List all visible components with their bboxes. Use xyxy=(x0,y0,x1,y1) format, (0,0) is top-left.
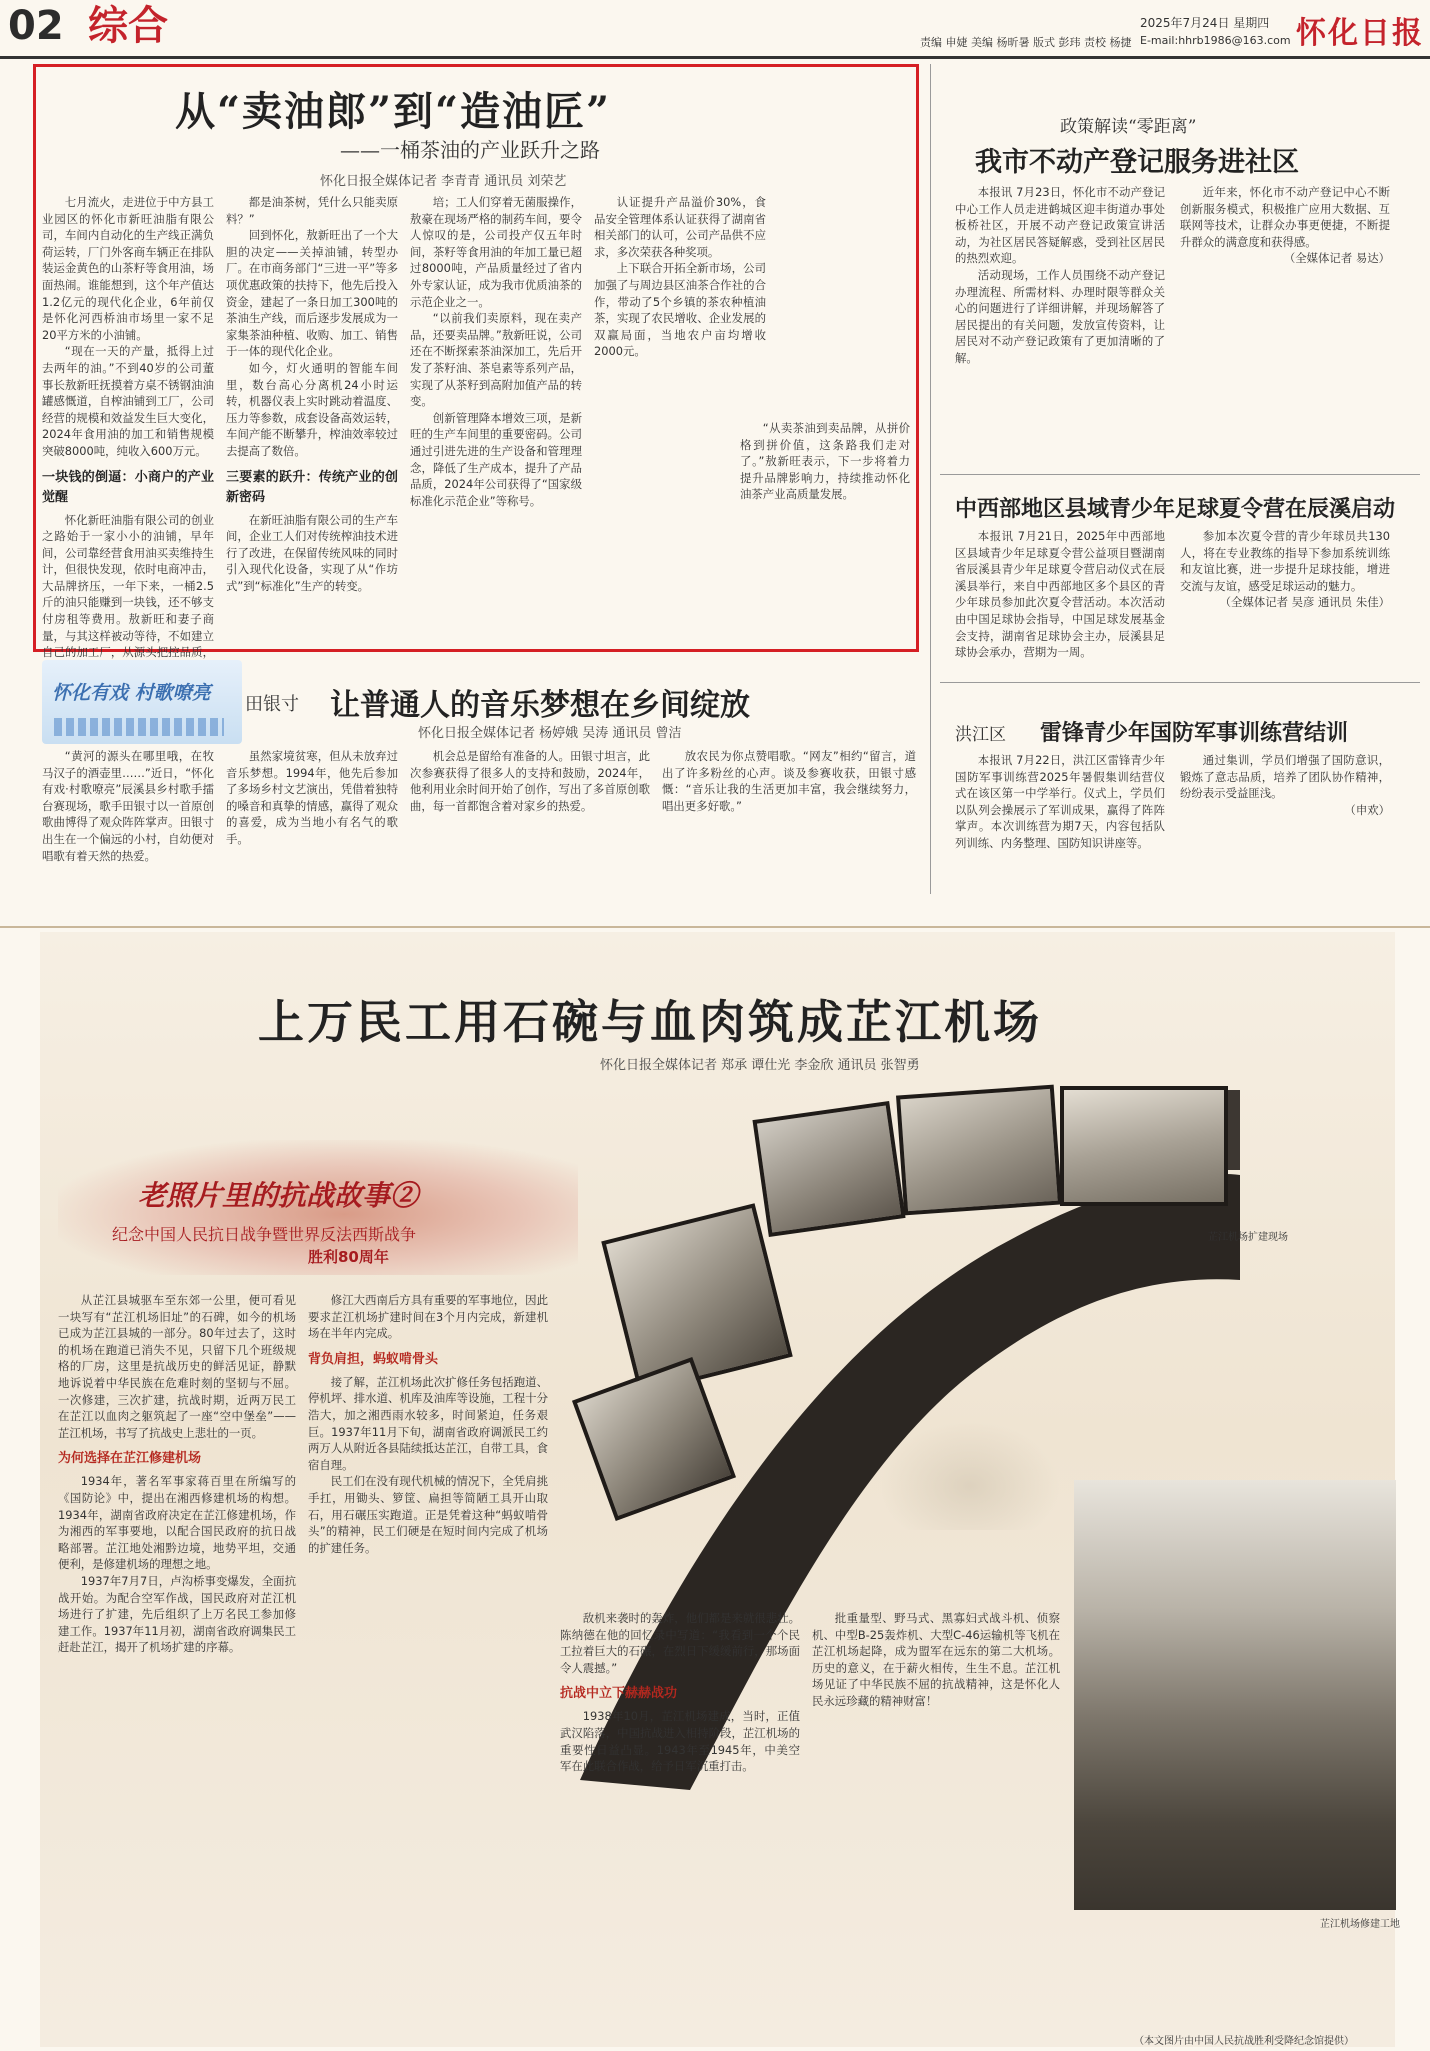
article-column xyxy=(42,194,214,660)
paragraph: 敌机来袭时的轰炸，他们都是来就很悲壮。陈纳德在他的回忆录中写道：“我看到一个个民工拉着巨大的石碾，在烈日下缓缓前行，那场面令人震撼。” xyxy=(560,1611,800,1675)
contact-email: E-mail:hhrb1986@163.com xyxy=(1140,34,1291,47)
article-column xyxy=(1180,184,1390,464)
article-column xyxy=(955,752,1165,892)
series-anniversary: 胜利80周年 xyxy=(308,1248,389,1266)
skyline-graphic xyxy=(54,718,224,736)
place-label: 田银寸 xyxy=(245,694,299,715)
credit: （申欢） xyxy=(1344,802,1390,817)
paragraph: 修江大西南后方具有重要的军事地位，因此要求芷江机场扩建时间在3个月内完成，新建机场在半年内完成。 xyxy=(308,1293,548,1341)
article-column xyxy=(740,420,910,645)
article-title: 从“卖油郎”到“造油匠” xyxy=(175,88,612,135)
credit: （全媒体记者 易达） xyxy=(1283,251,1390,266)
paragraph: 七月流火，走进位于中方县工业园区的怀化市新旺油脂有限公司，车间内自动化的生产线正满负荷运转，厂门外客商车辆正在排队装运金黄色的山茶籽等食用油，场面热闹。谁能想到，这个年产值达1.2亿元的现代化企业，6年前仅是怀化河西桥油市场里一家不足20平方米的小油铺。 xyxy=(42,195,214,342)
paragraph: 接了解，芷江机场此次扩修任务包括跑道、停机坪、排水道、机库及油库等设施，工程十分浩大，加之湘西雨水较多，时间紧迫，任务艰巨。1937年11月下旬，湖南省政府调派民工约两万人从附近各县陆续抵达芷江，自带工具，食宿自理。 xyxy=(308,1374,548,1472)
paragraph: 民工们在没有现代机械的情况下，全凭肩挑手扛，用锄头、箩筐、扁担等简陋工具开山取石，用石碾压实跑道。正是凭着这种“蚂蚁啃骨头”的精神，民工们硬是在短时间内完成了机场的扩建任务。 xyxy=(308,1474,548,1555)
paragraph: 活动现场，工作人员围绕不动产登记办理流程、所需材料、办理时限等群众关心的问题进行了详细讲解，并现场解答了居民提出的有关问题，发放宣传资料，让居民对不动产登记政策有了更加清晰的了解。 xyxy=(955,267,1165,365)
paragraph: 如今，灯火通明的智能车间里，数台高心分离机24小时运转，机器仪表上实时跳动着温度、压力等参数，成套设备高效运转，车间产能不断攀升，榨油效率较过去提高了数倍。 xyxy=(226,360,398,458)
article-column xyxy=(410,194,582,644)
paragraph: 培；工人们穿着无菌服操作，敖豪在现场严格的制药车间，要令人惊叹的是，公司投产仅五年时间，茶籽等食用油的年加工量已超过8000吨，产品质量经过了省内外专家认证，成为我市优质油茶的示范企业之一。 xyxy=(410,195,582,309)
paragraph: 上下联合开拓全新市场，公司加强了与周边县区油茶合作社的合作，带动了5个乡镇的茶农种植油茶，实现了农民增收、企业发展的双赢局面，当地农户亩均增收2000元。 xyxy=(594,261,766,359)
paragraph: 在新旺油脂有限公司的生产车间，企业工人们对传统榨油技术进行了改进，在保留传统风味的同时引入现代化设备，实现了从“作坊式”到“标准化”生产的转变。 xyxy=(226,512,398,593)
archive-photo xyxy=(752,1101,905,1237)
section-name: 综合 xyxy=(88,3,168,49)
photo-credit: （本文图片由中国人民抗战胜利受降纪念馆提供） xyxy=(1134,2036,1354,2047)
article-column xyxy=(560,1610,800,2038)
article-column xyxy=(1180,528,1390,673)
credit: （全媒体记者 吴彦 通讯员 朱佳） xyxy=(1219,595,1390,610)
section-heading: 为何选择在芷江修建机场 xyxy=(58,1451,202,1467)
feature-byline: 怀化日报全媒体记者 郑承 谭仕光 李金欣 通讯员 张智勇 xyxy=(600,1058,920,1073)
paragraph: 近年来，怀化市不动产登记中心不断创新服务模式，积极推广应用大数据、互联网等技术，让群众办事更便捷，不断提升群众的满意度和获得感。 xyxy=(1180,185,1390,249)
paragraph: 通过集训，学员们增强了国防意识，锻炼了意志品质，培养了团队协作精神，纷纷表示受益匪浅。 xyxy=(1180,753,1390,801)
section-heading: 三要素的跃升：传统产业的创新密码 xyxy=(226,469,398,505)
feature-title: 上万民工用石碗与血肉筑成芷江机场 xyxy=(258,995,1042,1049)
article-column xyxy=(812,1610,1060,2038)
paragraph: “从卖茶油到卖品牌，从拼价格到拼价值，这条路我们走对了。”敖新旺表示，下一步将着力提升品牌影响力，持续推动怀化油茶产业高质量发展。 xyxy=(740,421,910,502)
article-title: 让普通人的音乐梦想在乡间绽放 xyxy=(330,688,750,723)
article-byline: 怀化日报全媒体记者 杨婷娥 吴涛 通讯员 曾洁 xyxy=(418,726,682,741)
paragraph: 从芷江县城驱车至东郊一公里，便可看见一块写有“芷江机场旧址”的石碑，如今的机场已成为芷江县城的一部分。80年过去了，这时的机场在跑道已消失不见，只留下几个班级规格的厂房，这里是抗战历史的鲜活见证，静默地诉说着中华民族在危难时刻的坚韧与不屈。一次修建，三次扩建，抗战时期，近两万民工在芷江以血肉之躯筑起了一座“空中堡垒”——芷江机场，书写了抗战史上悲壮的一页。 xyxy=(58,1293,296,1440)
series-title: 老照片里的抗战故事② xyxy=(138,1179,419,1212)
article-subtitle: ——一桶茶油的产业跃升之路 xyxy=(340,138,600,162)
paragraph: 1937年7月7日，卢沟桥事变爆发，全面抗战开始。为配合空军作战，国民政府对芷江机场进行了扩建，先后组织了上万名民工参加修建工作。1937年11月初，湖南省政府调集民工赶赴芷江，揭开了机场扩建的序幕。 xyxy=(58,1573,296,1655)
article-column xyxy=(226,748,398,898)
article-column xyxy=(42,748,214,898)
paragraph: 1938年10月，芷江机场建成，当时，正值武汉陷落，中国抗战进入相持阶段，芷江机场的重要性日益凸显。1943年至1945年，中美空军在此联合作战，给予日军沉重打击。 xyxy=(560,1709,800,1774)
paragraph: 本报讯 7月22日，洪江区雷锋青少年国防军事训练营2025年暑假集训结营仪式在该区第一中学举行。仪式上，学员们以队列会操展示了军训成果，赢得了阵阵掌声。本次训练营为期7天，内容包括队列训练、内务整理、国防知识讲座等。 xyxy=(955,753,1165,850)
editor-credits: 责编 申婕 美编 杨昕暑 版式 彭玮 责校 杨捷 xyxy=(920,36,1132,49)
series-banner xyxy=(58,1140,578,1275)
paragraph: 创新管理降本增效三项，是新旺的生产车间里的重要密码。公司通过引进先进的生产设备和管理理念，降低了生产成本，提升了产品品质，2024年公司获得了“国家级标准化示范企业”等称号。 xyxy=(410,410,582,508)
issue-date: 2025年7月24日 星期四 xyxy=(1140,16,1270,30)
paragraph: 批重量型、野马式、黑寡妇式战斗机、侦察机、中型B-25轰炸机、大型C-46运输机等飞机在芷江机场起降，成为盟军在远东的第二大机场。历史的意义，在于薪火相传，生生不息。芷江机场见证了中华民族不屈的抗战精神，这是怀化人民永远珍藏的精神财富！ xyxy=(812,1611,1060,1708)
article-column xyxy=(410,748,650,898)
section-heading: 抗战中立下赫赫战功 xyxy=(560,1686,678,1702)
article-column xyxy=(662,748,916,898)
photo-caption: 芷江机场扩建现场 xyxy=(1208,1232,1288,1243)
paragraph: “黄河的源头在哪里哦，在牧马汉子的酒壶里……”近日，“怀化有戏·村歌嘹亮”辰溪县乡村歌手擂台赛现场，歌手田银寸以一首原创歌曲博得了观众阵阵掌声。田银寸出生在一个偏远的小村，自幼便对唱歌有着天然的热爱。 xyxy=(42,749,214,863)
archive-photo xyxy=(1074,1480,1396,1910)
header-rule xyxy=(0,56,1430,59)
article-column xyxy=(955,184,1165,464)
article-byline: 怀化日报全媒体记者 李青青 通讯员 刘荣艺 xyxy=(320,174,567,189)
article-column xyxy=(955,528,1165,673)
paragraph: 回到怀化，敖新旺出了一个大胆的决定——关掉油铺，转型办厂。在市商务部门“三进一平”等多项优惠政策的扶持下，他先后投入资金，建起了一条日加工300吨的茶油生产线，而后逐步发展成为一家集茶油种植、收购、加工、销售于一体的现代化企业。 xyxy=(226,228,398,359)
newspaper-logo: 怀化日报 xyxy=(1296,16,1424,51)
place-label: 洪江区 xyxy=(955,725,1006,745)
series-subtitle: 纪念中国人民抗日战争暨世界反法西斯战争 xyxy=(112,1225,417,1244)
paragraph: 机会总是留给有准备的人。田银寸坦言，此次参赛获得了很多人的支持和鼓励，2024年，他利用业余时间开始了创作，写出了多首原创歌曲，每一首都饱含着对家乡的热爱。 xyxy=(410,749,650,813)
paragraph: 本报讯 7月21日，2025年中西部地区县域青少年足球夏令营公益项目暨湖南省辰溪县青少年足球夏令营启动仪式在辰溪县举行，来自中西部地区多个县区的青少年球员参加此次夏令营活动。本次活动由中国足球协会指导，中国足球发展基金会支持，湖南省足球协会主办，辰溪县足球协会承办，营期为一周。 xyxy=(955,529,1165,660)
article-column xyxy=(1180,752,1390,892)
paragraph: 怀化新旺油脂有限公司的创业之路始于一家小小的油铺，早年间，公司靠经营食用油买卖维持生计，但很快发现，依时电商冲击，大品牌挤压，一年下来，一桶2.5斤的油只能赚到一块钱，还不够支付房租等费用。敖新旺和妻子商量，与其这样被动等待，不如建立自己的加工厂，从源头把控品质， xyxy=(42,512,214,660)
article-title: 中西部地区县域青少年足球夏令营在辰溪启动 xyxy=(955,496,1396,522)
paragraph: 1934年，著名军事家蒋百里在所编写的《国防论》中，提出在湘西修建机场的构想。1934年，湖南省政府决定在芷江修建机场，作为湘西的军事要地，以配合国民政府的抗日战略部署。芷江地处湘黔边境，地势平坦，交通便利，是修建机场的理想之地。 xyxy=(58,1474,296,1572)
photo-caption: 芷江机场修建工地 xyxy=(1320,1919,1400,1930)
section-rule xyxy=(940,474,1420,475)
article-column xyxy=(308,1292,548,2037)
paragraph: 认证提升产品溢价30%，食品安全管理体系认证获得了湖南省相关部门的认可，公司产品供不应求，多次荣获各种奖项。 xyxy=(594,195,766,259)
section-rule xyxy=(940,682,1420,683)
archive-photo xyxy=(1060,1086,1228,1206)
column-logo-text: 怀化有戏 村歌嘹亮 xyxy=(52,682,211,704)
article-column xyxy=(58,1292,296,2037)
paragraph: 虽然家境贫寒，但从未放弃过音乐梦想。1994年，他先后参加了多场乡村文艺演出，凭借着独特的嗓音和真挚的情感，赢得了观众的喜爱，成为当地小有名气的歌手。 xyxy=(226,749,398,846)
column-divider xyxy=(930,64,931,894)
archive-photo xyxy=(896,1085,1062,1216)
article-title: 我市不动产登记服务进社区 xyxy=(975,147,1299,178)
paragraph: 都是油茶树，凭什么只能卖原料？” xyxy=(226,195,398,226)
paragraph: 本报讯 7月23日，怀化市不动产登记中心工作人员走进鹤城区迎丰街道办事处板桥社区，开展不动产登记政策宣讲活动，为社区居民答疑解惑，受到社区居民的热烈欢迎。 xyxy=(955,185,1165,266)
kicker-text: 政策解读“零距离” xyxy=(1060,117,1197,137)
paragraph: “以前我们卖原料，现在卖产品，还要卖品牌。”敖新旺说，公司还在不断探索茶油深加工，先后开发了茶籽油、茶皂素等系列产品，实现了从茶籽到高附加值产品的转变。 xyxy=(410,311,582,409)
paragraph: 参加本次夏令营的青少年球员共130人，将在专业教练的指导下参加系统训练和友谊比赛，进一步提升足球技能，增进交流与友谊，感受足球运动的魅力。 xyxy=(1180,529,1390,593)
page-number: 02 xyxy=(8,3,64,49)
section-heading: 一块钱的倒逼：小商户的产业觉醒 xyxy=(42,469,214,505)
feature-top-rule xyxy=(0,926,1430,928)
section-heading: 背负肩担，蚂蚁啃骨头 xyxy=(308,1351,439,1367)
great-wall-decoration xyxy=(880,1420,1060,1530)
paragraph: 放农民为你点赞唱歌。“网友”相约“留言，道出了许多粉丝的心声。谈及参赛收获，田银寸感慨：“音乐让我的生活更加丰富，我会继续努力，唱出更多好歌。” xyxy=(662,749,916,813)
paragraph: “现在一天的产量，抵得上过去两年的油。”不到40岁的公司董事长敖新旺抚摸着方桌不锈钢油油罐感慨道，自榨油铺到工厂，公司经营的规模和效益发生巨大变化，2024年食用油的加工和销售规模突破8000吨，纯收入600万元。 xyxy=(42,344,214,458)
column-logo xyxy=(42,660,242,744)
article-column xyxy=(226,194,398,644)
article-title: 雷锋青少年国防军事训练营结训 xyxy=(1040,720,1349,746)
